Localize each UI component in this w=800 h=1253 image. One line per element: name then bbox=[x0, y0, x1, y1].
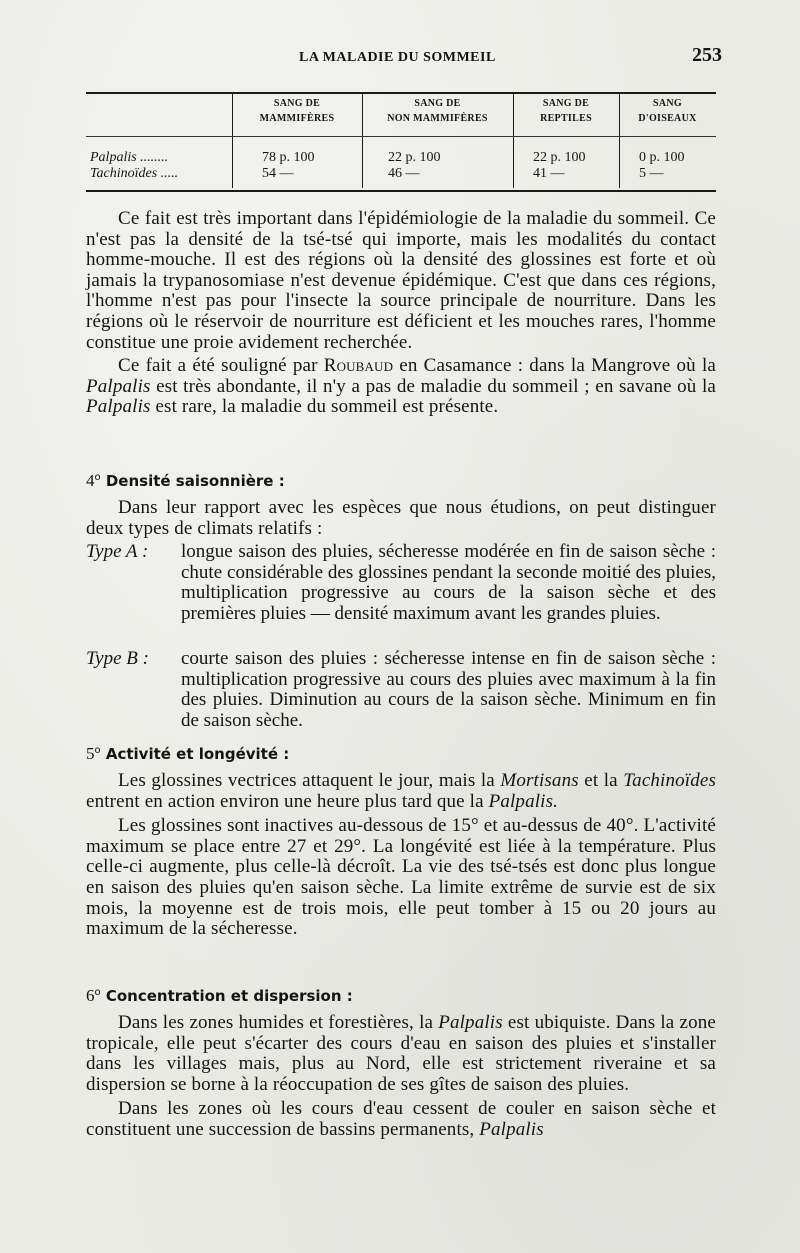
type-a-text: longue saison des pluies, sécheresse modérée en fin de saison sèche : chute considérable des glossines pendant la seconde moitié des pluies, multiplication progressive au cours de la saison sèche et des premières pluies — densité maximum avant les grandes pluies. bbox=[181, 541, 716, 624]
column-header-non-mammals: SANG DE NON MAMMIFÈRES bbox=[387, 98, 488, 124]
table-cell: 22 p. 100 bbox=[533, 150, 586, 165]
paragraph: Dans les zones humides et forestières, la Palpalis est ubiquiste. Dans la zone tropicale, elle peut s'écarter des cours d'eau en saison des pluies et s'installer dans les villages mais, plus au Nord, elle est strictement riveraine et sa dispersion se borne à la réoccupation de ses gîtes de saison des pluies. bbox=[86, 1012, 716, 1095]
section5-body bbox=[86, 771, 716, 940]
column-header-reptiles: SANG DE REPTILES bbox=[540, 98, 592, 124]
running-title: LA MALADIE DU SOMMEIL bbox=[299, 50, 496, 65]
paragraph: Dans les zones où les cours d'eau cessent de couler en saison sèche et constituent une succession de bassins permanents, Palpalis bbox=[86, 1098, 716, 1140]
table-cell: 0 p. 100 bbox=[639, 150, 685, 165]
blood-source-table bbox=[86, 92, 716, 192]
paragraph-block-intro bbox=[86, 209, 716, 418]
type-a-label: Type A : bbox=[86, 541, 149, 562]
table-cell: 41 — bbox=[533, 166, 565, 181]
climate-type-a bbox=[86, 542, 716, 624]
section-heading-6: 6$^o$ Concentration et dispersion : bbox=[86, 986, 353, 1005]
section-heading-4: 4$^o$ Densité saisonnière : bbox=[86, 471, 285, 490]
header-rule bbox=[86, 136, 716, 137]
type-b-text: courte saison des pluies : sécheresse intense en fin de saison sèche : multiplication progressive au cours des pluies avec maximum à la fin des pluies. Diminution au cours de la saison sèche. Minimum en fin de saison sèche. bbox=[181, 648, 716, 731]
section6-body bbox=[86, 1013, 716, 1141]
table-cell: 54 — bbox=[262, 166, 294, 181]
page-number: 253 bbox=[692, 44, 722, 66]
climate-type-b bbox=[86, 649, 716, 731]
row-label-tachinoides: Tachinoïdes ..... bbox=[90, 166, 179, 181]
table-cell: 78 p. 100 bbox=[262, 150, 315, 165]
column-header-mammals: SANG DE MAMMIFÈRES bbox=[259, 98, 335, 124]
section4-intro bbox=[86, 498, 716, 539]
paragraph: Ce fait a été souligné par Roubaud en Casamance : dans la Mangrove où la Palpalis est très abondante, il n'y a pas de maladie du sommeil ; en savane où la Palpalis est rare, la maladie du sommeil est présente. bbox=[86, 355, 716, 418]
table-cell: 22 p. 100 bbox=[388, 150, 441, 165]
paragraph: Les glossines sont inactives au-dessous de 15° et au-dessus de 40°. L'activité maximum se place entre 27 et 29°. La longévité est liée à la température. Plus celle-ci augmente, plus celle-là décroît. La vie des tsé-tsés est donc plus longue en saison des pluies qu'en saison sèche. La limite extrême de survie est de six mois, la moyenne est de trois mois, elle peut tomber à 15 ou 20 jours au maximum de la sécheresse. bbox=[86, 815, 716, 940]
table-cell: 46 — bbox=[388, 166, 420, 181]
page-header bbox=[86, 44, 722, 74]
type-b-label: Type B : bbox=[86, 648, 149, 669]
section-heading-5: 5$^o$ Activité et longévité : bbox=[86, 744, 290, 763]
row-label-palpalis: Palpalis ........ bbox=[90, 150, 169, 165]
author-name: Roubaud bbox=[323, 355, 394, 377]
paragraph: Les glossines vectrices attaquent le jour, mais la Mortisans et la Tachinoïdes entrent en action environ une heure plus tard que la Palpalis. bbox=[86, 770, 716, 812]
table-cell: 5 — bbox=[639, 166, 664, 181]
column-header-birds: SANG D'OISEAUX bbox=[638, 98, 697, 124]
paragraph: Dans leur rapport avec les espèces que nous étudions, on peut distinguer deux types de climats relatifs : bbox=[86, 497, 716, 539]
paragraph: Ce fait est très important dans l'épidémiologie de la maladie du sommeil. Ce n'est pas la densité de la tsé-tsé qui importe, mais les modalités du contact homme-mouche. Il est des régions où la densité des glossines est forte et où jamais la trypanosomiase n'est devenue épidémique. C'est que dans ces régions, l'homme n'est pas pour l'insecte la source principale de nourriture. Dans les régions où le réservoir de nourriture est déficient et les mouches rares, l'homme constitue une proie avidement recherchée. bbox=[86, 208, 716, 353]
